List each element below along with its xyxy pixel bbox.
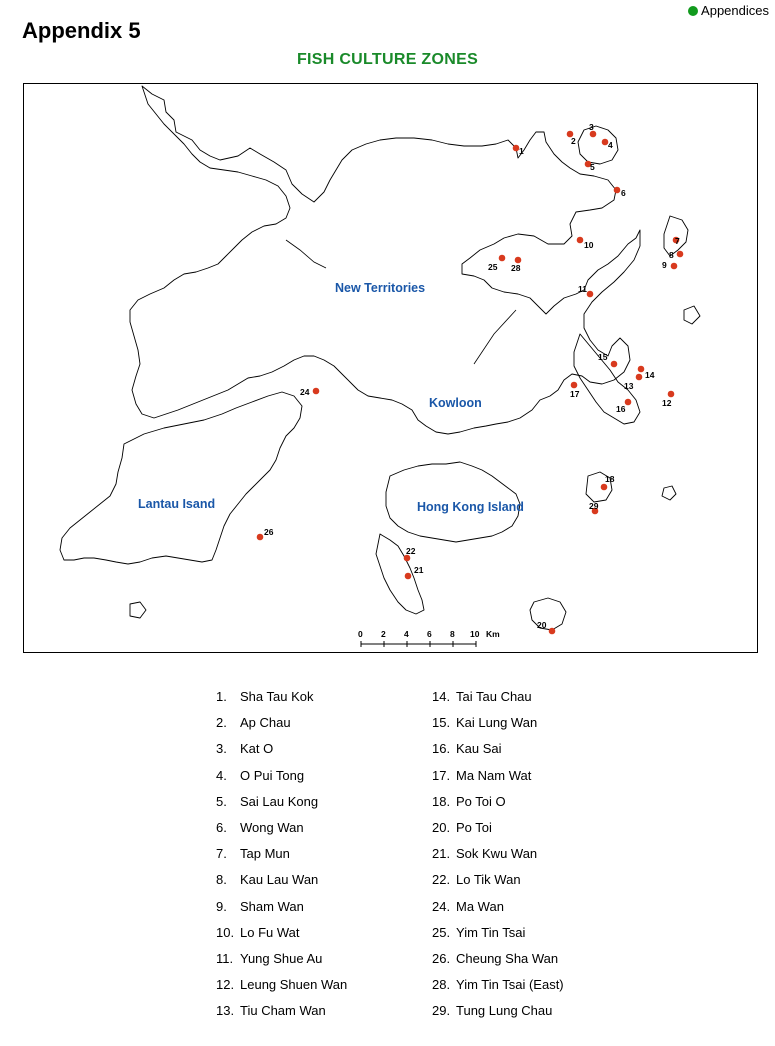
zone-label-12: 12: [662, 398, 672, 408]
legend-item-name: Kai Lung Wan: [456, 715, 538, 731]
legend-item-name: Kau Lau Wan: [240, 872, 319, 888]
zone-labels: [264, 122, 680, 630]
zone-marker-13[interactable]: [636, 374, 643, 381]
zone-label-6: 6: [621, 188, 626, 198]
legend-item: [216, 684, 347, 710]
zone-marker-20[interactable]: [549, 628, 556, 635]
zone-marker-11[interactable]: [587, 291, 594, 298]
legend-item-name: Sha Tau Kok: [240, 689, 314, 704]
legend-item-name: Tai Tau Chau: [456, 689, 532, 704]
legend-item-name: Cheung Sha Wan: [456, 950, 559, 966]
legend-item-number: 15.: [432, 715, 451, 731]
sai-kung-coastline: [574, 334, 640, 424]
legend-item: [216, 815, 347, 841]
legend-item-name: Ma Nam Wat: [456, 767, 532, 783]
zone-label-11: 11: [578, 284, 587, 294]
legend-item-name: O Pui Tong: [240, 767, 305, 783]
zone-label-4: 4: [608, 140, 613, 150]
legend-item: [216, 867, 347, 893]
scale-tick-8: 8: [450, 629, 455, 639]
legend-item-number: 25.: [432, 924, 451, 940]
zone-marker-9[interactable]: [671, 263, 678, 270]
lantau-coastline: [60, 392, 302, 564]
bridge-nw: [286, 240, 326, 268]
zone-label-21: 21: [414, 565, 424, 575]
legend-item-number: 11.: [216, 950, 234, 966]
legend-item: [432, 867, 564, 893]
legend-item-name: Wong Wan: [240, 819, 304, 835]
legend-item: [432, 684, 564, 710]
zone-marker-8[interactable]: [677, 251, 684, 258]
scale-tick-2: 2: [381, 629, 386, 639]
appendices-label: Appendices: [701, 3, 769, 18]
zone-label-22: 22: [406, 546, 416, 556]
zone-label-14: 14: [645, 370, 655, 380]
zone-label-25: 25: [488, 262, 498, 272]
legend-item-name: Sok Kwu Wan: [456, 846, 538, 862]
zone-label-3: 3: [589, 122, 594, 132]
legend-item-number: 7.: [216, 846, 227, 862]
legend-item-name: Tap Mun: [240, 846, 290, 862]
region-kowloon: Kowloon: [429, 396, 482, 410]
region-new-territories: New Territories: [335, 281, 426, 295]
legend-item: [432, 998, 564, 1024]
legend-item: [216, 920, 347, 946]
map-frame: [23, 83, 758, 653]
zone-label-1: 1: [519, 146, 524, 156]
legend-item-number: 16.: [432, 741, 451, 757]
legend-item: [432, 946, 564, 972]
legend-item-name: Yim Tin Tsai: [456, 924, 526, 940]
legend-item-number: 14.: [432, 689, 451, 704]
zone-marker-16[interactable]: [625, 399, 632, 406]
legend-item-name: Lo Tik Wan: [456, 872, 521, 888]
legend-item-name: Yung Shue Au: [240, 950, 323, 966]
zone-marker-21[interactable]: [405, 573, 412, 580]
legend-item-number: 29.: [432, 1003, 451, 1019]
legend-item-name: Sai Lau Kong: [240, 793, 319, 809]
legend-item-name: Tiu Cham Wan: [240, 1003, 326, 1019]
region-hk-island: Hong Kong Island: [417, 500, 524, 514]
legend-item: [432, 736, 564, 762]
legend-item-number: 8.: [216, 872, 227, 888]
legend-item: [216, 710, 347, 736]
legend-item-number: 21.: [432, 846, 451, 862]
legend-item-number: 18.: [432, 793, 451, 809]
legend-item-number: 17.: [432, 767, 451, 783]
legend-item-number: 20.: [432, 819, 451, 835]
zone-marker-25[interactable]: [499, 255, 506, 262]
scale-tick-10: 10: [470, 629, 480, 639]
region-lantau: Lantau Isand: [138, 497, 216, 511]
legend-item-number: 2.: [216, 715, 227, 731]
legend-item-number: 13.: [216, 1003, 235, 1019]
page-heading: Appendix 5: [22, 18, 141, 43]
zone-label-17: 17: [570, 389, 580, 399]
legend-item: [216, 998, 347, 1024]
legend-item-number: 6.: [216, 819, 227, 835]
legend-item-number: 5.: [216, 793, 227, 809]
legend-item: [216, 736, 347, 762]
bridge-ne: [474, 310, 516, 364]
appendices-link[interactable]: [688, 3, 769, 18]
small-island-c: [684, 306, 700, 324]
zone-marker-12[interactable]: [668, 391, 675, 398]
zone-marker-15[interactable]: [611, 361, 618, 368]
legend-item: [432, 841, 564, 867]
zone-marker-17[interactable]: [571, 382, 578, 389]
legend-item-number: 12.: [216, 977, 235, 993]
scale-tick-4: 4: [404, 629, 409, 639]
legend-item-number: 28.: [432, 977, 451, 993]
legend-item: [432, 920, 564, 946]
zone-label-2: 2: [571, 136, 576, 146]
zone-label-24: 24: [300, 387, 310, 397]
zone-label-26: 26: [264, 527, 274, 537]
legend-item: [432, 789, 564, 815]
legend-left-column: [216, 684, 347, 1024]
legend-right-column: [432, 684, 564, 1024]
legend-item: [432, 815, 564, 841]
scale-unit: Km: [486, 629, 500, 639]
roads: [286, 240, 516, 364]
legend-item-number: 24.: [432, 898, 451, 914]
zone-label-29: 29: [589, 501, 599, 511]
zone-label-10: 10: [584, 240, 594, 250]
legend-item-name: Kau Sai: [456, 741, 502, 757]
legend-item-name: Ma Wan: [456, 898, 504, 914]
legend-item-name: Po Toi O: [456, 793, 506, 809]
legend-item: [216, 763, 347, 789]
zone-label-13: 13: [624, 381, 634, 391]
zone-marker-14[interactable]: [638, 366, 645, 373]
legend-item-number: 4.: [216, 767, 227, 783]
small-island-a: [130, 602, 146, 618]
legend-item: [216, 789, 347, 815]
zone-label-7: 7: [675, 236, 680, 246]
legend-item-number: 3.: [216, 741, 227, 757]
po-toi-coastline: [530, 598, 566, 630]
scale-tick-0: 0: [358, 629, 363, 639]
legend-item-number: 1.: [216, 689, 227, 704]
legend-item: [432, 894, 564, 920]
zone-label-9: 9: [662, 260, 667, 270]
legend-item-name: Ap Chau: [240, 715, 291, 731]
scale-bar: [358, 629, 500, 647]
mainland-coastline: [130, 86, 640, 434]
zone-label-5: 5: [590, 162, 595, 172]
legend-item: [216, 946, 347, 972]
zone-label-20: 20: [537, 620, 547, 630]
legend-item-name: Leung Shuen Wan: [240, 977, 348, 993]
small-island-b: [662, 486, 676, 500]
legend-item-name: Yim Tin Tsai (East): [456, 977, 564, 993]
zone-marker-6[interactable]: [614, 187, 621, 194]
page-subtitle: FISH CULTURE ZONES: [296, 51, 479, 68]
zone-marker-26[interactable]: [257, 534, 264, 541]
legend-item-name: Lo Fu Wat: [240, 924, 300, 940]
legend-item-name: Sham Wan: [240, 898, 304, 914]
legend-item: [216, 894, 347, 920]
legend-item: [216, 972, 347, 998]
legend-item-number: 26.: [432, 950, 451, 966]
scale-tick-6: 6: [427, 629, 432, 639]
hong-kong-map: [24, 84, 759, 654]
zone-marker-18[interactable]: [601, 484, 608, 491]
zone-label-16: 16: [616, 404, 626, 414]
zone-label-15: 15: [598, 352, 608, 362]
legend-item-name: Po Toi: [456, 819, 492, 835]
zone-marker-24[interactable]: [313, 388, 320, 395]
zone-label-28: 28: [511, 263, 521, 273]
zone-label-8: 8: [669, 250, 674, 260]
legend-item: [216, 841, 347, 867]
legend-item: [432, 710, 564, 736]
green-dot-icon: [688, 6, 698, 16]
legend-item-name: Kat O: [240, 741, 274, 757]
legend-item-number: 10.: [216, 924, 235, 940]
legend-item-number: 22.: [432, 872, 451, 888]
legend-item: [432, 763, 564, 789]
legend-item-number: 9.: [216, 898, 227, 914]
legend-item: [432, 972, 564, 998]
zone-label-18: 18: [605, 474, 615, 484]
zone-marker-10[interactable]: [577, 237, 584, 244]
legend-item-name: Tung Lung Chau: [456, 1003, 553, 1019]
